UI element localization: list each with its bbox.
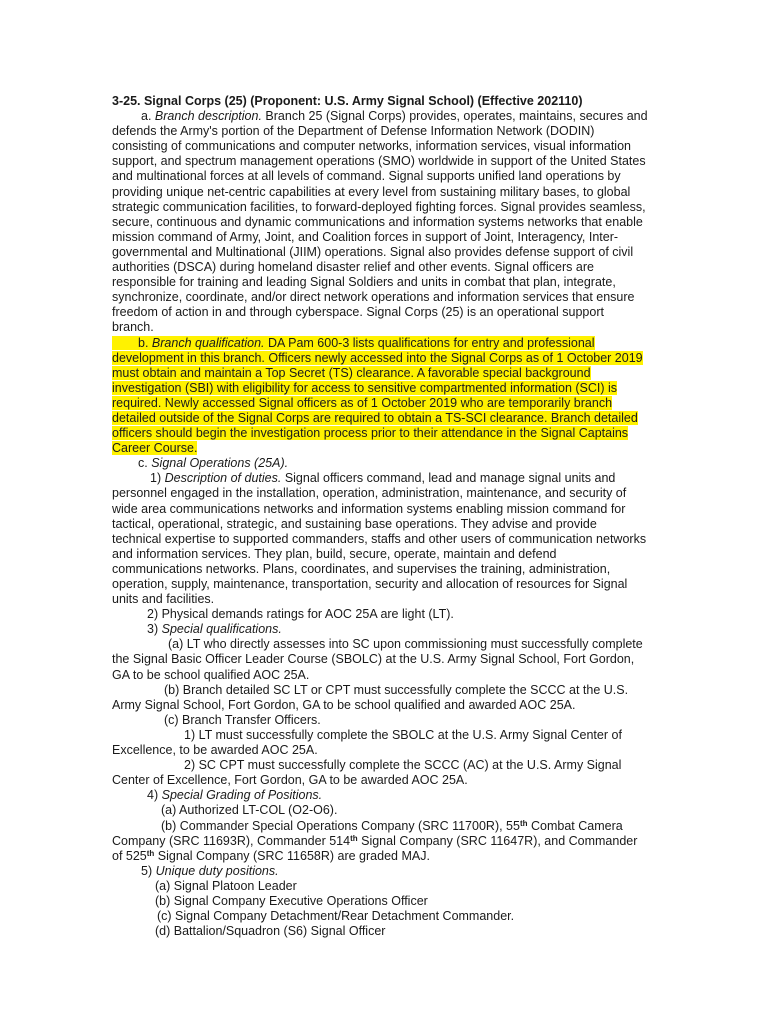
list-item: (c) Signal Company Detachment/Rear Detachment Commander. (157, 909, 515, 924)
section-b-highlighted: b. Branch qualification. DA Pam 600-3 lists qualifications for entry and professional development in this branch. Officers newly accessed into the Signal Corps as of 1 October 2019 must obtain and maintain a Top Secret (TS) clearance. A favorable special background investigation (SBI) with eligibility for access to sensitive compartmented information (SCI) is required. Newly accessed Signal officers as of 1 October 2019 who are temporarily branch detailed outside of the Signal Corps are required to obtain a TS-SCI clearance. Branch detailed officers should begin the investigation process prior to their attendance in the Signal Captains Career Course. (112, 335, 643, 456)
list-item: (a) Signal Platoon Leader (155, 878, 297, 893)
special-qualifications-heading: Special qualifications. (161, 622, 282, 637)
section-title: 3-25. Signal Corps (25) (Proponent: U.S. Army Signal School) (Effective 202110) (112, 94, 583, 108)
section-b-label: b. (138, 335, 149, 350)
section-a-heading: Branch description. (154, 109, 262, 124)
section-c-label: c. (138, 456, 148, 471)
special-grading-heading: Special Grading of Positions. (161, 788, 323, 803)
section-a-label: a. (141, 109, 152, 124)
unique-duty-heading: Unique duty positions. (155, 863, 279, 878)
list-item: (d) Battalion/Squadron (S6) Signal Officer (155, 924, 386, 939)
section-b-heading: Branch qualification. (151, 335, 265, 350)
document-page (112, 94, 657, 939)
duties-heading: Description of duties. (164, 471, 282, 486)
section-a: a. Branch description. Branch 25 (Signal Corps) provides, operates, maintains, secures and defends the Army's portion of the Department of Defense Information Network (DODIN) consisting of communications and computer networks, information services, visual information support, and spectrum management operations (SMO) worldwide in support of the United States and multinational forces at all levels of command. Signal supports unified land operations by providing unique net-centric capabilities at every level from sustaining military bases, to global strategic communication facilities, to forward-deployed fighting forces. Signal provides seamless, secure, continuous and dynamic communications and information systems networks that enable mission command of Army, Joint, and Coalition forces in support of Joint, Interagency, Inter- governmental and Multinational (JIIM) operations. Signal also provides defense support of civil authorities (DSCA) during homeland disaster relief and other events. Signal officers are responsible for training and leading Signal Soldiers and units in combat that plan, integrate, synchronize, coordinate, and/or direct network operations and information services that ensure freedom of action in and through cyberspace. Signal Corps (25) is an operational support branch. (112, 109, 648, 335)
section-c: c. Signal Operations (25A). 1) Description of duties. Signal officers command, lead and manage signal units and personnel engaged in the installation, operation, administration, maintenance, and security of wide area communications networks and information systems enabling mission command for tactical, operational, strategic, and sustaining base operations. They advise and provide technical expertise to supported commanders, staffs and other users of communication networks and information services. They plan, build, secure, operate, maintain and defend communications networks. Plans, coordinates, and supervises the training, administration, operation, supply, maintenance, transportation, security and allocation of resources for Signal units and facilities. 2) Physical demands ratings for AOC 25A are light (LT). 3) Special qualifications. (a) LT who directly assesses into SC upon commissioning must successfully complete the Signal Basic Officer Leader Course (SBOLC) at the U.S. Army Signal School, Fort Gordon, GA to be school qualified AOC 25A. (b) Branch detailed SC LT or CPT must successfully complete the SCCC at the U.S. Army Signal School, Fort Gordon, GA to be school qualified and awarded AOC 25A. (c) Branch Transfer Officers. 1) LT must successfully complete the SBOLC at the U.S. Army Signal Center of Excellence, to be awarded AOC 25A. 2) SC CPT must successfully complete the SCCC (AC) at the U.S. Army Signal Center of Excellence, Fort Gordon, GA to be awarded AOC 25A. 4) Special Grading of Positions. (a) Authorized LT-COL (O2-O6). (b) Commander Special Operations Company (SRC 11700R), 55th Combat Camera Company (SRC 11693R), Commander 514th Signal Company (SRC 11647R), and Commander of 525th Signal Company (SRC 11658R) are graded MAJ. 5) Unique duty positions. (a) Signal Platoon Leader (b) Signal Company Executive Operations Officer (c) Signal Company Detachment/Rear Detachment Commander. (d) Battalion/Squadron (S6) Signal Officer (112, 456, 657, 939)
physical-demands: 2) Physical demands ratings for AOC 25A are light (LT). (147, 607, 454, 622)
section-c-heading: Signal Operations (25A). (151, 456, 289, 471)
list-item: (b) Signal Company Executive Operations Officer (155, 893, 428, 908)
